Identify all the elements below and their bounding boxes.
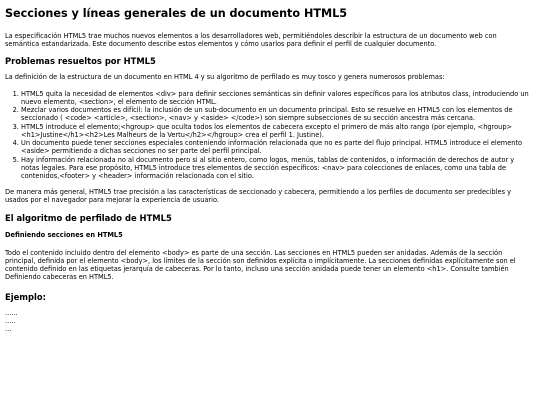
sections-paragraph: Todo el contenido incluido dentro del elemento <body> es parte de una sección. Las secciones en HTML5 pueden ser anidadas. Además de la sección principal, definida por el elemento <body>, los límites de la sección son definidos explícita o implícitamente. La secciones definidas explícitamente son el contenido definido en las etiquetas jerarquía de cabeceras. Por lo tanto, incluso una sección anidada puede tener un elemento <h1>. Consulte también Definiendo cabeceras en HTML5. [5, 248, 516, 282]
example-placeholder [5, 309, 532, 334]
example-line: ... [5, 325, 12, 334]
list-item: 2. Mezclar varios documentos es difícil: la inclusión de un sub-documento en un documento principal. Esto se resuelve en HTML5 con los elementos de seccionado ( <code> <article>, <section>, <nav> y <aside> </code>) son siempre subsecciones de su sección ancestra más cercana. [21, 106, 532, 122]
intro-paragraph: La especificación HTML5 trae muchos nuevos elementos a los desarrolladores web, permitiéndoles describir la estructura de un documento web con semántica estandarizada. Este documento describe estos elementos y cómo usarlos para definir el perfil de cualquier documento. [5, 31, 497, 49]
list-item: 5. Hay información relacionada no al documento pero si al sitio entero, como logos, menús, tablas de contenidos, o información de derechos de autor y notas legales. Para ese propósito, HTML5 introduce tres elementos de sección específicos: <nav> para colecciones de enlaces, como una tabla de contenidos,<footer> y <header> información relacionada con el sitio. [21, 156, 532, 181]
algorithm-heading: El algoritmo de perfilado de HTML5 [5, 212, 172, 223]
list-item: 1. HTML5 quita la necesidad de elementos <div> para definir secciones semánticas sin definir valores específicos para los atributos class, introduciendo un nuevo elemento, <section>, el elemento de sección HTML. [21, 90, 532, 106]
example-line: ...... [5, 308, 18, 317]
sections-subheading: Definiendo secciones en HTML5 [5, 230, 123, 239]
example-heading: Ejemplo: [5, 291, 46, 302]
problems-list [5, 90, 532, 181]
problems-summary: De manera más general, HTML5 trae precisión a las características de seccionado y cabecera, permitiendo a los perfiles de documento ser predecibles y usados por el navegador para mejorar la experiencia de usuario. [5, 188, 511, 205]
page-title: Secciones y líneas generales de un documento HTML5 [5, 7, 348, 20]
example-line: ..... [5, 316, 16, 325]
problems-heading: Problemas resueltos por HTML5 [5, 56, 156, 67]
problems-lead: La definición de la estructura de un documento en HTML 4 y su algoritmo de perfilado es muy tosco y genera numerosos problemas: [5, 73, 445, 82]
list-item: 3. HTML5 introduce el elemento;<hgroup> que oculta todos los elementos de cabecera excepto el primero de más alto rango (por ejemplo, <hgroup><h1>Justine</h1><h2>Les Malheurs de la Vertu</h2></hgroup> crea el perfil 1. Justine). [21, 123, 532, 139]
list-item: 4. Un documento puede tener secciones especiales conteniendo información relacionada que no es parte del flujo principal. HTML5 introduce el elemento <aside> permitiendo a dichas secciones no ser parte del perfil principal. [21, 139, 532, 155]
